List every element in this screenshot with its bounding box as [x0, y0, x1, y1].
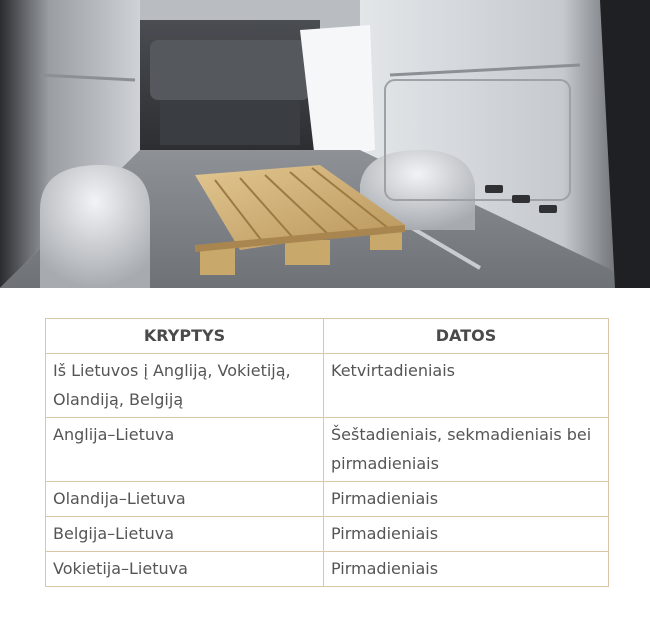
route-cell: Olandija–Lietuva	[46, 482, 324, 517]
table-header-row	[46, 319, 609, 354]
route-cell: Belgija–Lietuva	[46, 517, 324, 552]
days-cell: Ketvirtadieniais	[324, 354, 609, 418]
table-row	[46, 482, 609, 517]
header-kryptys: KRYPTYS	[46, 319, 324, 354]
van-cargo-photo	[0, 0, 650, 288]
days-cell: Pirmadieniais	[324, 517, 609, 552]
van-cargo-illustration	[0, 0, 650, 288]
route-cell: Vokietija–Lietuva	[46, 552, 324, 587]
days-cell: Pirmadieniais	[324, 552, 609, 587]
schedule-table	[45, 318, 609, 587]
days-cell: Pirmadieniais	[324, 482, 609, 517]
table-row	[46, 354, 609, 418]
route-cell: Iš Lietuvos į Angliją, Vokietiją, Olandiją, Belgiją	[46, 354, 324, 418]
table-row	[46, 552, 609, 587]
table-row	[46, 517, 609, 552]
header-datos: DATOS	[324, 319, 609, 354]
table-row	[46, 418, 609, 482]
route-cell: Anglija–Lietuva	[46, 418, 324, 482]
days-cell: Šeštadieniais, sekmadieniais bei pirmadieniais	[324, 418, 609, 482]
